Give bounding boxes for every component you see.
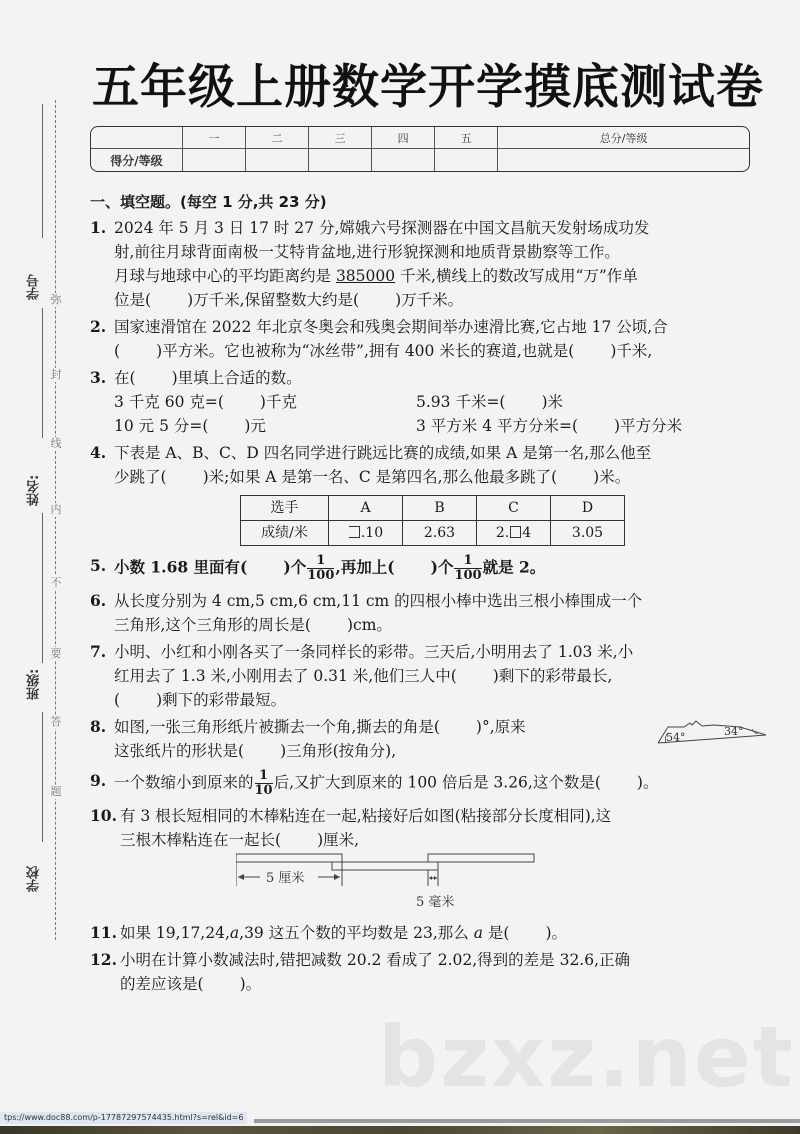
text: )厘米, — [317, 831, 360, 849]
seal-char: 线 — [48, 437, 64, 451]
length-label: 5 厘米 — [266, 871, 305, 886]
long-jump-table — [240, 495, 625, 546]
question-text — [114, 769, 760, 798]
text: 5.93 千米=( — [416, 393, 506, 411]
score-d: 3.05 — [551, 521, 625, 546]
question-number: 9. — [90, 771, 107, 790]
text: )里填上合适的数。 — [171, 369, 302, 387]
header-cell: 总分/等级 — [498, 127, 749, 149]
text: 如图,一张三角形纸片被撕去一个角,撕去的角是( — [114, 718, 440, 736]
text: )千米, — [610, 342, 653, 360]
text: 3 平方米 4 平方分米=( — [416, 417, 579, 435]
seal-char: 封 — [48, 368, 64, 382]
header-cell: 四 — [372, 127, 435, 149]
question-text: 2024 年 5 月 3 日 17 时 27 分,嫦娥六号探测器在中国文昌航天发射场成功发 — [114, 219, 650, 237]
question-number: 6. — [90, 591, 107, 610]
questions-area — [90, 190, 760, 999]
question-row — [114, 414, 760, 438]
question-9 — [90, 769, 760, 798]
text: )。 — [545, 924, 568, 942]
text: 就是 2。 — [482, 557, 546, 577]
table-header-row — [241, 496, 625, 521]
text: )米 — [541, 393, 564, 411]
text: 位是( — [114, 291, 152, 309]
question-text — [120, 972, 760, 996]
status-bar-url: tps://www.doc88.com/p-17787297574435.html?s=rel&id=6 — [0, 1112, 247, 1124]
score-cell[interactable] — [246, 149, 309, 171]
header-cell — [91, 127, 183, 149]
question-text — [114, 465, 760, 489]
question-row — [114, 390, 760, 414]
seal-char: 答 — [48, 715, 64, 729]
fraction — [255, 769, 273, 798]
text: )。 — [636, 773, 659, 792]
table-header: A — [329, 496, 403, 521]
question-text: 有 3 根长短相同的木棒粘连在一起,粘接好后如图(粘接部分长度相同),这 — [120, 807, 612, 825]
score-cell[interactable] — [309, 149, 372, 171]
question-text: 小明、小红和小刚各买了一条同样长的彩带。三天后,小明用去了 1.03 米,小 — [114, 643, 634, 661]
question-text — [114, 366, 760, 390]
sub-item — [114, 390, 416, 414]
question-8 — [90, 715, 760, 763]
question-text — [114, 339, 760, 363]
sticks-diagram-icon — [236, 852, 656, 918]
question-number: 7. — [90, 642, 107, 661]
question-text — [114, 264, 760, 288]
text: )剩下的彩带最短。 — [156, 691, 287, 709]
question-12 — [90, 948, 760, 996]
text: )米。 — [593, 468, 631, 486]
question-10 — [90, 804, 760, 918]
score-cell[interactable] — [372, 149, 435, 171]
section-title: 一、填空题。(每空 1 分,共 23 分) — [90, 193, 327, 211]
student-id-blank[interactable] — [42, 308, 43, 438]
background-strip — [0, 1126, 800, 1134]
question-number: 5. — [90, 556, 107, 575]
watermark: bzxz.net — [378, 1008, 795, 1106]
question-11 — [90, 921, 760, 945]
question-number: 8. — [90, 717, 107, 736]
text: )万千米。 — [395, 291, 464, 309]
seal-dashed-line — [55, 100, 56, 940]
angle-label: 54° — [666, 731, 686, 744]
name-label: 姓名: — [27, 474, 42, 506]
question-1 — [90, 216, 760, 312]
question-number: 10. — [90, 806, 117, 825]
text: 一个数缩小到原来的 — [114, 773, 254, 792]
text: )剩下的彩带最长, — [492, 667, 613, 685]
student-id-label: 学号 — [27, 274, 42, 300]
horizontal-scrollbar[interactable] — [254, 1119, 800, 1123]
denominator: 100 — [307, 568, 335, 583]
text: 的差应该是( — [120, 975, 204, 993]
text: 是( — [482, 924, 510, 942]
text: ( — [114, 691, 121, 709]
variable: a — [229, 924, 240, 942]
text: ,再加上( — [335, 557, 395, 577]
question-text — [114, 664, 760, 688]
question-text — [114, 288, 760, 312]
text: 后,又扩大到原来的 100 倍后是 3.26,这个数是( — [273, 773, 601, 792]
wooden-sticks-figure — [236, 852, 656, 918]
score-c — [477, 521, 551, 546]
seal-char: 弥 — [48, 293, 64, 307]
text: )个 — [430, 557, 454, 577]
text: )千克 — [259, 393, 297, 411]
text: )元 — [244, 417, 266, 435]
question-text — [120, 921, 760, 945]
text: )米;如果 A 是第一名、C 是第四名,那么他最多跳了( — [202, 468, 558, 486]
school-label: 学校 — [27, 866, 42, 892]
numerator: 1 — [307, 554, 334, 569]
question-number: 3. — [90, 368, 107, 387]
text: )。 — [239, 975, 262, 993]
page-title: 五年级上册数学开学摸底测试卷 — [92, 60, 764, 115]
score-table-row — [91, 149, 749, 171]
question-7 — [90, 640, 760, 712]
question-3 — [90, 366, 760, 438]
table-header: B — [403, 496, 477, 521]
question-text — [114, 554, 760, 583]
score-table — [90, 126, 750, 172]
table-header: C — [477, 496, 551, 521]
question-number: 11. — [90, 923, 117, 942]
text: ( — [114, 342, 121, 360]
variable: a — [473, 924, 483, 942]
binding-margin — [0, 0, 80, 1108]
class-blank[interactable] — [42, 712, 43, 842]
text: 三角形,这个三角形的周长是( — [114, 616, 311, 634]
name-blank[interactable] — [42, 513, 43, 663]
text: 2. — [495, 525, 510, 541]
fraction — [454, 554, 481, 583]
table-header: 选手 — [241, 496, 329, 521]
text: 3 千克 60 克=( — [114, 393, 224, 411]
table-row — [241, 521, 625, 546]
text: 千米,横线上的数改写成用“万”作单 — [395, 267, 638, 285]
question-text — [114, 613, 760, 637]
text: 4 — [522, 525, 532, 541]
table-header: D — [551, 496, 625, 521]
text: )个 — [283, 557, 307, 577]
class-label: 班级: — [27, 668, 42, 700]
seal-char: 要 — [48, 647, 64, 661]
seal-char: 题 — [48, 785, 64, 799]
score-a — [329, 521, 403, 546]
text: )平方分米 — [614, 417, 683, 435]
denominator: 100 — [454, 568, 482, 583]
text: 少跳了( — [114, 468, 167, 486]
question-2 — [90, 315, 760, 363]
text: )平方米。它也被称为“冰丝带”,拥有 400 米长的赛道,也就是( — [156, 342, 575, 360]
text: .10 — [360, 525, 384, 541]
text: 红用去了 1.3 米,小刚用去了 0.31 米,他们三人中( — [114, 667, 457, 685]
text: )°,原来 — [475, 718, 526, 736]
score-cell[interactable] — [435, 149, 498, 171]
text: 月球与地球中心的平均距离约是 — [114, 267, 336, 285]
seal-char: 不 — [48, 576, 64, 590]
text: 在( — [114, 369, 136, 387]
numerator: 1 — [255, 769, 273, 784]
text: )cm。 — [346, 616, 392, 634]
header-cell: 三 — [309, 127, 372, 149]
header-cell: 五 — [435, 127, 498, 149]
sub-item — [416, 414, 682, 438]
score-table-header — [91, 127, 749, 149]
triangle-diagram-icon — [644, 717, 774, 753]
question-text: 国家速滑馆在 2022 年北京冬奥会和残奥会期间举办速滑比赛,它占地 17 公顷,合 — [114, 318, 668, 336]
question-6 — [90, 589, 760, 637]
row-label: 得分/等级 — [91, 149, 183, 171]
numerator: 1 — [454, 554, 481, 569]
underlined-number: 385000 — [335, 267, 396, 285]
missing-digit-box — [349, 526, 360, 538]
question-text: 小明在计算小数减法时,错把减数 20.2 看成了 2.02,得到的差是 32.6,正确 — [120, 951, 631, 969]
question-5 — [90, 554, 760, 583]
text: 这张纸片的形状是( — [114, 742, 245, 760]
row-label: 成绩/米 — [241, 521, 329, 546]
seal-char: 内 — [48, 503, 64, 517]
question-number: 4. — [90, 443, 107, 462]
question-text — [114, 688, 760, 712]
question-text: 射,前往月球背面南极一艾特肯盆地,进行形貌探测和地质背景勘察等工作。 — [114, 243, 620, 261]
text: 如果 19,17,24, — [120, 924, 230, 942]
text: 10 元 5 分=( — [114, 417, 209, 435]
question-text: 从长度分别为 4 cm,5 cm,6 cm,11 cm 的四根小棒中选出三根小棒围成一个 — [114, 592, 643, 610]
text: 小数 1.68 里面有( — [114, 557, 248, 577]
missing-digit-box — [510, 526, 521, 538]
text: 三根木棒粘连在一起长( — [120, 831, 282, 849]
question-number: 2. — [90, 317, 107, 336]
question-number: 1. — [90, 218, 107, 237]
question-4 — [90, 441, 760, 546]
text: ,39 这五个数的平均数是 23,那么 — [239, 924, 474, 942]
fraction — [307, 554, 334, 583]
blank-line — [42, 104, 43, 238]
question-text — [120, 828, 760, 852]
text: )三角形(按角分), — [280, 742, 397, 760]
header-cell: 一 — [183, 127, 246, 149]
score-cell[interactable] — [183, 149, 246, 171]
overlap-label: 5 毫米 — [416, 895, 455, 910]
torn-triangle-figure — [644, 717, 774, 753]
text: )万千米,保留整数大约是( — [187, 291, 360, 309]
angle-label: 34° — [724, 725, 744, 738]
question-text: 下表是 A、B、C、D 四名同学进行跳远比赛的成绩,如果 A 是第一名,那么他至 — [114, 444, 652, 462]
question-number: 12. — [90, 950, 117, 969]
sub-item — [416, 390, 563, 414]
header-cell: 二 — [246, 127, 309, 149]
score-b: 2.63 — [403, 521, 477, 546]
sub-item — [114, 414, 416, 438]
score-cell[interactable] — [498, 149, 749, 171]
denominator: 10 — [254, 783, 273, 798]
